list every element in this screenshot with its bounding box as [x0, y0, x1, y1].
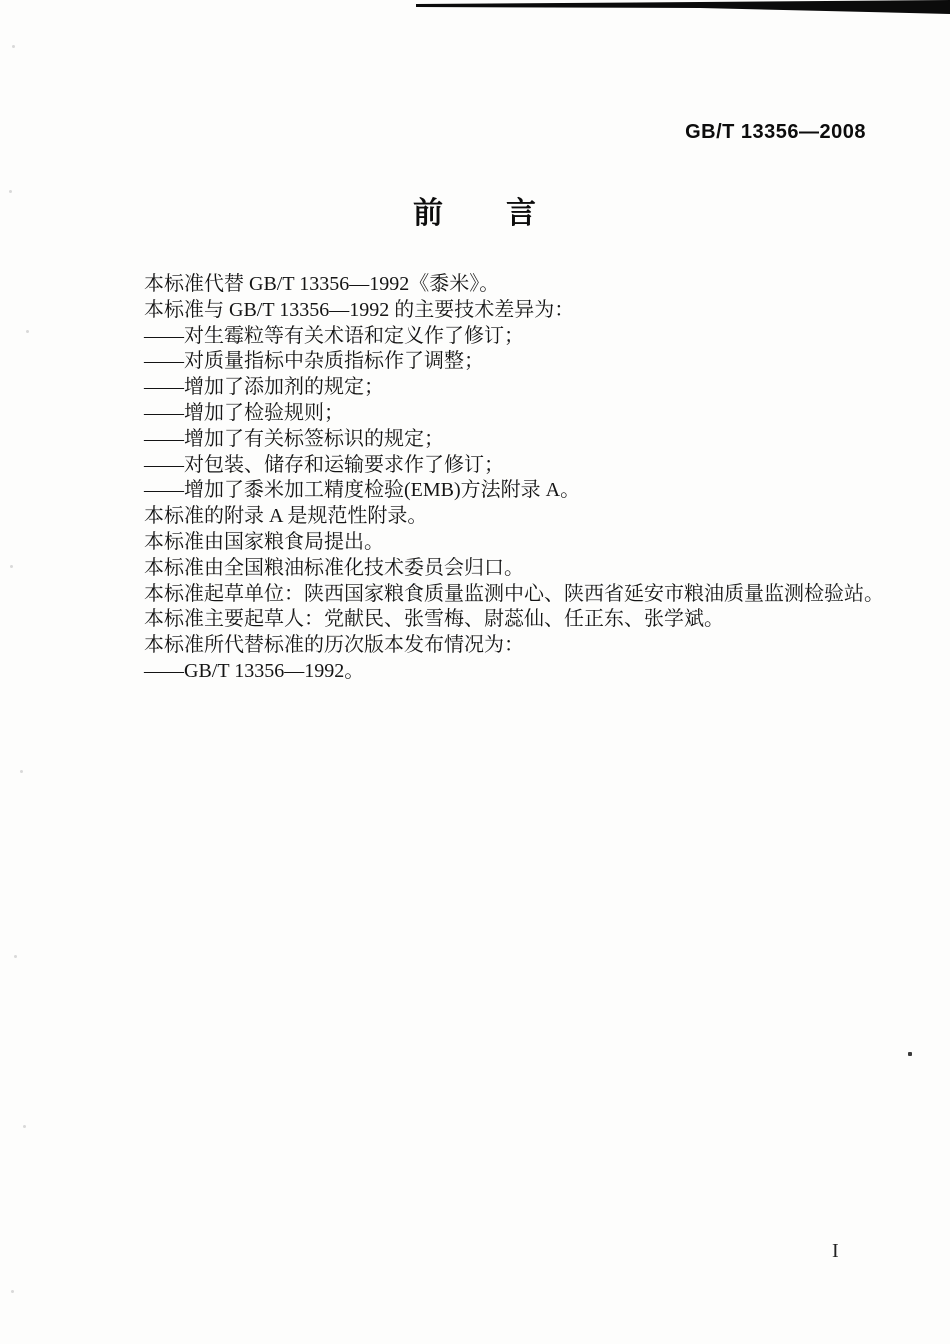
- foreword-line: 本标准与 GB/T 13356—1992 的主要技术差异为：: [144, 298, 575, 321]
- foreword-line: ——增加了添加剂的规定；: [144, 376, 384, 399]
- foreword-line: ——对包装、储存和运输要求作了修订；: [144, 453, 504, 476]
- page-number: I: [832, 1240, 839, 1262]
- foreword-line: ——GB/T 13356—1992。: [144, 659, 365, 682]
- scan-speckle: [12, 45, 15, 48]
- foreword-line: ——增加了检验规则；: [144, 401, 344, 424]
- scan-speckle: [10, 565, 13, 568]
- foreword-line: 本标准由全国粮油标准化技术委员会归口。: [144, 556, 524, 579]
- foreword-line: 本标准的附录 A 是规范性附录。: [144, 505, 428, 528]
- foreword-line: ——对生霉粒等有关术语和定义作了修订；: [144, 324, 524, 347]
- foreword-line: 本标准由国家粮食局提出。: [144, 530, 384, 553]
- scan-speckle-dot: [908, 1052, 912, 1056]
- foreword-line: ——增加了黍米加工精度检验(EMB)方法附录 A。: [144, 479, 581, 502]
- scan-speckle: [26, 330, 29, 333]
- document-title: 前 言: [413, 197, 537, 230]
- foreword-line: 本标准起草单位：陕西国家粮食质量监测中心、陕西省延安市粮油质量监测检验站。: [144, 582, 884, 605]
- foreword-line: 本标准所代替标准的历次版本发布情况为：: [144, 634, 524, 657]
- foreword-line: ——增加了有关标签标识的规定；: [144, 427, 444, 450]
- scan-speckle: [20, 770, 23, 773]
- scan-speckle: [14, 955, 17, 958]
- scan-speckle: [11, 1290, 14, 1293]
- foreword-body: [104, 272, 900, 685]
- foreword-line: 本标准主要起草人：党献民、张雪梅、尉蕊仙、任正东、张学斌。: [144, 608, 724, 631]
- foreword-line: ——对质量指标中杂质指标作了调整；: [144, 350, 484, 373]
- scan-speckle: [23, 1125, 26, 1128]
- standard-code: GB/T 13356—2008: [685, 121, 866, 143]
- scan-artifact-bar: [0, 0, 950, 18]
- foreword-line: 本标准代替 GB/T 13356—1992《黍米》。: [144, 273, 500, 295]
